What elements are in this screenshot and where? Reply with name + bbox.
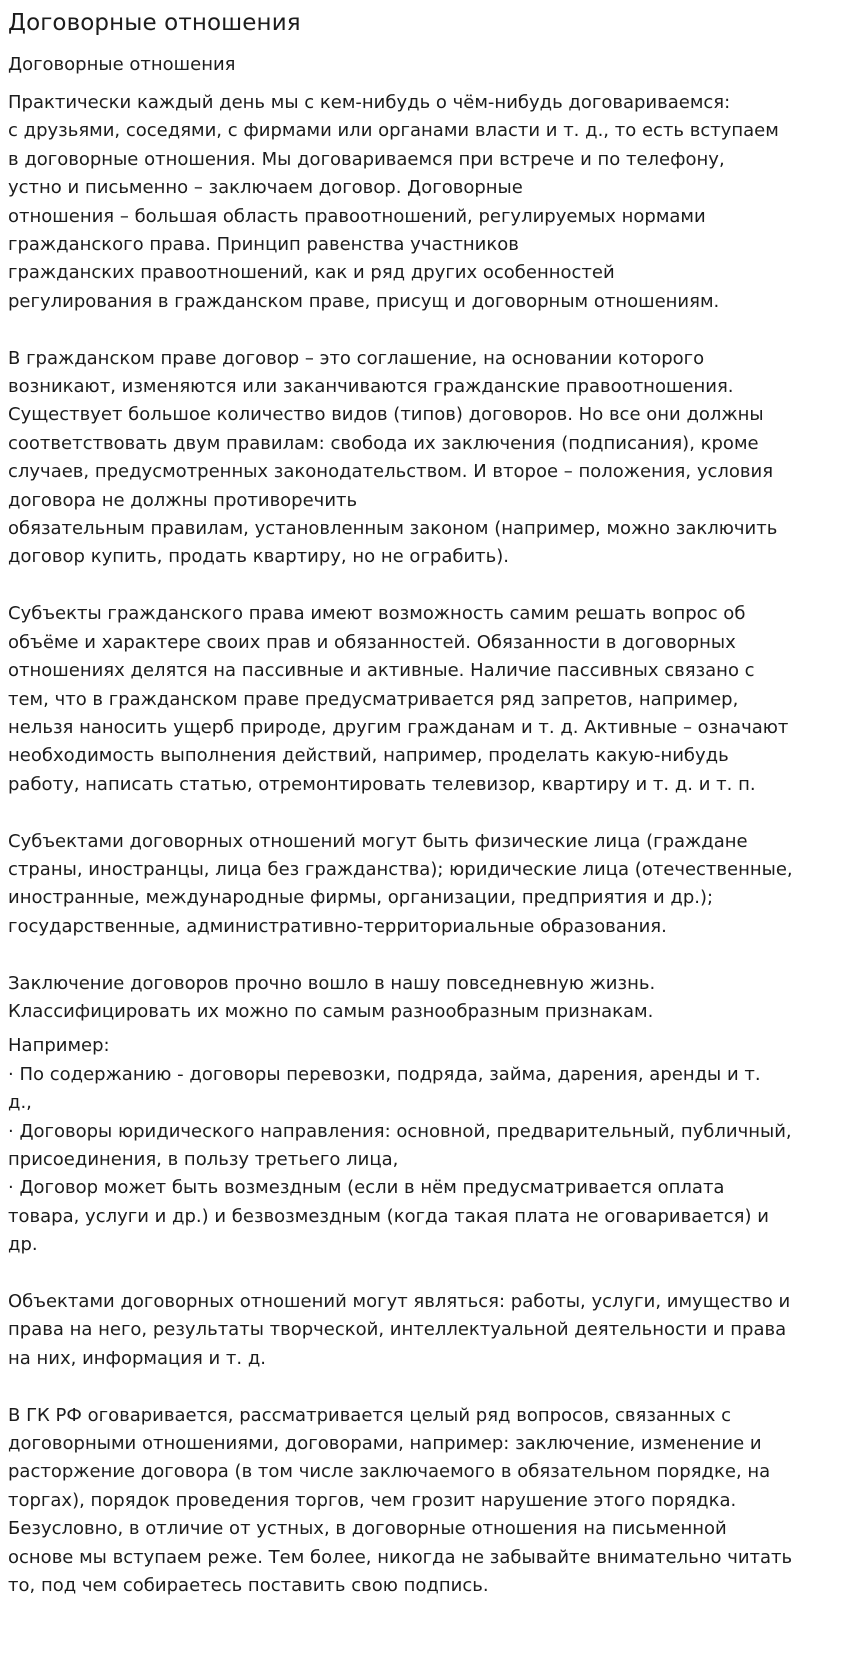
text-line: отношениях делятся на пассивные и активные. Наличие пассивных связано с — [8, 660, 755, 682]
text-line: необходимость выполнения действий, например, проделать какую-нибудь — [8, 745, 729, 767]
text-line: Субъектами договорных отношений могут быть физические лица (граждане — [8, 830, 748, 852]
text-line: гражданского права. Принцип равенства участников — [8, 234, 519, 256]
text-line: нельзя наносить ущерб природе, другим гражданам и т. д. Активные – означают — [8, 716, 789, 738]
article-intro-text — [8, 89, 839, 1026]
text-line: права на него, результаты творческой, интеллектуальной деятельности и права — [8, 1319, 787, 1341]
text-line: иностранные, международные фирмы, организации, предприятия и др.); — [8, 887, 714, 909]
text-line: присоединения, в пользу третьего лица, — [8, 1148, 399, 1170]
text-line: В гражданском праве договор – это соглашение, на основании которого — [8, 347, 705, 369]
text-line: Практически каждый день мы с кем-нибудь о чём-нибудь договариваемся: — [8, 92, 731, 113]
text-line: договора не должны противоречить — [8, 489, 358, 511]
text-line: государственные, административно-территориальные образования. — [8, 915, 667, 937]
page-title: Договорные отношения — [8, 10, 301, 36]
article-subtitle: Договорные отношения — [8, 54, 236, 75]
paragraph-gap — [8, 799, 839, 827]
text-line: расторжение договора (в том числе заключаемого в обязательном порядке, на — [8, 1461, 771, 1483]
text-line: В ГК РФ оговаривается, рассматривается целый ряд вопросов, связанных с — [8, 1404, 731, 1426]
article-page — [0, 9, 847, 1600]
text-line: Субъекты гражданского права имеют возможность самим решать вопрос об — [8, 603, 746, 625]
text-line: то, под чем собираетесь поставить свою подпись. — [8, 1575, 489, 1597]
text-line: работу, написать статью, отремонтировать телевизор, квартиру и т. д. и т. п. — [8, 773, 756, 795]
text-line: обязательным правилам, установленным законом (например, можно заключить — [8, 518, 778, 540]
text-line: товара, услуги и др.) и безвозмездным (когда такая плата не оговаривается) и — [8, 1205, 769, 1227]
text-line: гражданских правоотношений, как и ряд других особенностей — [8, 262, 615, 284]
text-line: соответствовать двум правилам: свобода их заключения (подписания), кроме — [8, 432, 759, 454]
text-line: тем, что в гражданском праве предусматривается ряд запретов, например, — [8, 688, 739, 710]
paragraph-gap — [8, 941, 839, 969]
text-line: торгах), порядок проведения торгов, чем грозит нарушение этого порядка. — [8, 1489, 737, 1511]
text-line: Безусловно, в отличие от устных, в договорные отношения на письменной — [8, 1518, 727, 1540]
paragraph-gap — [8, 1260, 839, 1288]
text-line: Например: — [8, 1035, 110, 1057]
text-line: др. — [8, 1234, 38, 1256]
text-line: с друзьями, соседями, с фирмами или органами власти и т. д., то есть вступаем — [8, 120, 779, 142]
text-line: д., — [8, 1092, 32, 1114]
text-line: договор купить, продать квартиру, но не ограбить). — [8, 546, 509, 568]
text-line: Объектами договорных отношений могут являться: работы, услуги, имущество и — [8, 1290, 791, 1312]
article-examples-text — [8, 1032, 839, 1600]
text-line: отношения – большая область правоотношений, регулируемых нормами — [8, 205, 706, 227]
paragraph-gap — [8, 316, 839, 344]
paragraph-gap — [8, 1373, 839, 1401]
text-line: договорными отношениями, договорами, например: заключение, изменение и — [8, 1433, 762, 1454]
text-line: · Договор может быть возмездным (если в нём предусматривается оплата — [8, 1177, 725, 1199]
text-line: страны, иностранцы, лица без гражданства); юридические лица (отечественные, — [8, 858, 793, 880]
text-line: регулирования в гражданском праве, присущ и договорным отношениям. — [8, 290, 720, 312]
text-line: случаев, предусмотренных законодательством. И второе – положения, условия — [8, 461, 774, 483]
text-line: Заключение договоров прочно вошло в нашу повседневную жизнь. — [8, 972, 656, 994]
text-line: объёме и характере своих прав и обязанностей. Обязанности в договорных — [8, 631, 736, 653]
text-line: основе мы вступаем реже. Тем более, никогда не забывайте внимательно читать — [8, 1546, 793, 1568]
text-line: Существует большое количество видов (типов) договоров. Но все они должны — [8, 404, 764, 426]
text-line: устно и письменно – заключаем договор. Договорные — [8, 177, 523, 199]
text-line: · Договоры юридического направления: основной, предварительный, публичный, — [8, 1120, 792, 1142]
text-line: · По содержанию - договоры перевозки, подряда, займа, дарения, аренды и т. — [8, 1063, 761, 1085]
text-line: Классифицировать их можно по самым разнообразным признакам. — [8, 1000, 654, 1022]
text-line: на них, информация и т. д. — [8, 1347, 267, 1369]
paragraph-gap — [8, 572, 839, 600]
text-line: в договорные отношения. Мы договариваемся при встрече и по телефону, — [8, 148, 725, 170]
text-line: возникают, изменяются или заканчиваются гражданские правоотношения. — [8, 376, 734, 398]
